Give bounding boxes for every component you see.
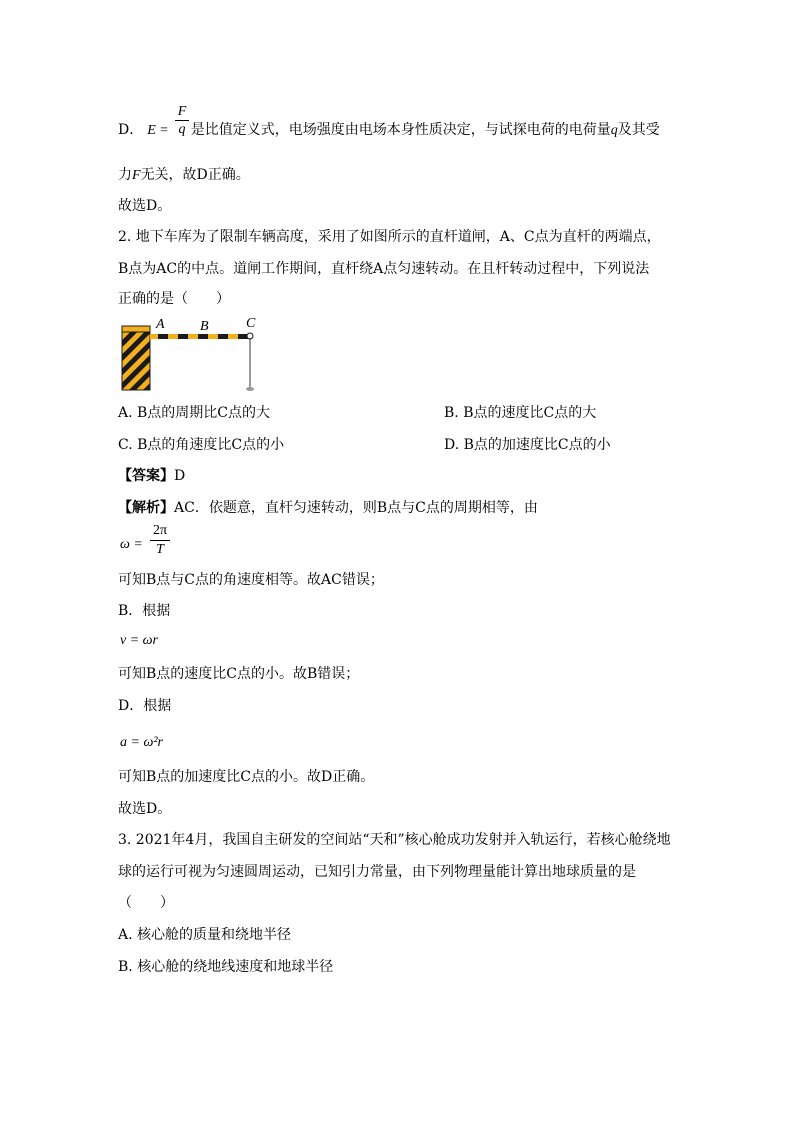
q2-line1: 2. 地下车库为了限制车辆高度，采用了如图所示的直杆道闸，A、C点为直杆的两端点， <box>118 229 661 245</box>
answer-value: D <box>174 468 186 484</box>
omega-lhs: ω = <box>120 537 143 552</box>
option-d: D. B点的加速度比C点的小 <box>444 437 611 453</box>
d-prefix: D． <box>118 122 144 138</box>
know-line-1: 可知B点与C点的角速度相等。故AC错误； <box>118 572 384 588</box>
omega-denominator: T <box>150 540 170 559</box>
answer-line <box>118 466 185 486</box>
answer-tag: 【答案】 <box>118 468 174 484</box>
d-line1-end: 及其受 <box>617 122 660 138</box>
d-q-symbol: q <box>610 123 618 138</box>
d-eq-lhs: E = <box>147 123 169 138</box>
pole-base <box>246 387 254 391</box>
analysis-text: AC．依题意，直杆匀速转动，则B点与C点的周期相等，由 <box>174 500 538 516</box>
d-frac-denominator: q <box>175 120 189 139</box>
analysis-line <box>118 498 538 518</box>
choose-d-1: 故选D。 <box>118 198 172 214</box>
option-a: A. B点的周期比C点的大 <box>118 405 271 421</box>
choose-d-2: 故选D。 <box>118 801 172 817</box>
gate-post-cap <box>122 326 150 332</box>
eq-a: a = ω²r <box>120 735 163 750</box>
b-basis: B．根据 <box>118 603 171 619</box>
d-line2-a: 力 <box>118 167 132 183</box>
label-C: C <box>246 316 256 331</box>
d-frac-numerator: F <box>177 104 187 119</box>
label-A: A <box>156 317 165 332</box>
know-line-3: 可知B点的加速度比C点的小。故D正确。 <box>118 769 375 785</box>
q3-line3: （ ） <box>118 895 174 911</box>
q3-option-a: A. 核心舱的质量和绕地半径 <box>118 927 292 943</box>
q2-line2: B点为AC的中点。道闸工作期间，直杆绕A点匀速转动。在且杆转动过程中，下列说法 <box>118 261 650 277</box>
option-b: B. B点的速度比C点的大 <box>444 405 597 421</box>
q3-line2: 球的运行可视为匀速圆周运动，已知引力常量，由下列物理量能计算出地球质量的是 <box>118 864 636 880</box>
point-c-marker <box>247 333 253 339</box>
d-line1-rest: 是比值定义式，电场强度由电场本身性质决定，与试探电荷的电荷量 <box>190 122 611 138</box>
d-basis: D．根据 <box>118 698 172 714</box>
q3-option-b: B. 核心舱的绕地线速度和地球半径 <box>118 959 334 975</box>
omega-fraction <box>150 522 170 559</box>
d-F-symbol: F <box>132 168 141 183</box>
eq-v: v = ωr <box>120 633 158 648</box>
option-c: C. B点的角速度比C点的小 <box>118 437 285 453</box>
label-B: B <box>200 319 209 334</box>
barrier-gate-diagram <box>118 316 278 394</box>
q2-line3: 正确的是（ ） <box>118 291 230 307</box>
analysis-tag: 【解析】 <box>118 500 174 516</box>
omega-numerator: 2π <box>152 523 168 538</box>
d-line2-b: 无关，故D正确。 <box>140 167 250 183</box>
d-explanation-line1 <box>118 120 660 141</box>
gate-post <box>122 330 150 390</box>
d-fraction <box>175 104 189 139</box>
know-line-2: 可知B点的速度比C点的小。故B错误； <box>118 666 360 682</box>
d-explanation-line2 <box>118 165 250 186</box>
barrier-arm <box>150 334 250 339</box>
q3-line1: 3. 2021年4月，我国自主研发的空间站“天和”核心舱成功发射并入轨运行，若核心舱绕地 <box>118 832 671 848</box>
